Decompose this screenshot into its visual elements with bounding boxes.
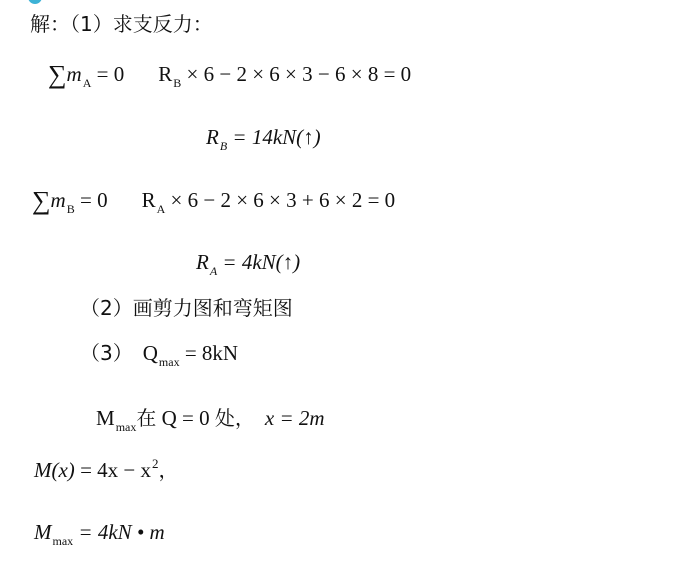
reaction-subscript: B [173, 76, 182, 90]
moment-symbol: M [34, 520, 52, 544]
sigma-symbol: ∑ [48, 60, 67, 89]
solution-label: 解： [30, 12, 70, 36]
moment-function [34, 456, 179, 482]
reaction-symbol: R [141, 188, 156, 212]
step3-line [80, 341, 239, 369]
step3-label: （3） [80, 341, 133, 365]
moment-subscript: max [52, 534, 74, 548]
step2-heading [80, 298, 293, 318]
reaction-value: = 14kN(↑) [227, 125, 321, 149]
exponent: 2 [152, 456, 159, 471]
sigma-symbol: ∑ [32, 186, 51, 215]
trailing-comma: ， [158, 458, 179, 482]
shear-symbol: Q [142, 341, 158, 365]
moment-subscript: max [115, 420, 137, 434]
moment-subscript: A [82, 76, 92, 90]
moment-symbol: m [50, 188, 66, 212]
step1-label: （1）求支反力： [70, 12, 213, 36]
max-moment-value [34, 520, 165, 548]
location-value: x = 2m [264, 406, 325, 430]
reaction-subscript: B [219, 139, 228, 153]
equation-rhs: × 6 − 2 × 6 × 3 + 6 × 2 = 0 [165, 188, 396, 212]
equation-sum-moment-a [48, 60, 412, 90]
reaction-symbol: R [196, 250, 209, 274]
text-at: 在 [136, 406, 157, 430]
step1-heading [30, 14, 213, 34]
corner-marker [28, 0, 42, 4]
result-reaction-b [206, 125, 321, 153]
shear-zero-condition: Q = 0 [156, 406, 215, 430]
moment-value: = 4kN • m [73, 520, 165, 544]
reaction-subscript: A [209, 264, 218, 278]
reaction-subscript: A [156, 202, 166, 216]
shear-subscript: max [158, 355, 180, 369]
shear-value: = 8kN [179, 341, 239, 365]
reaction-value: = 4kN(↑) [217, 250, 301, 274]
text-place: 处， [214, 406, 255, 430]
max-moment-location [96, 406, 325, 434]
equation-sum-moment-b [32, 186, 396, 216]
equals-zero: = 0 [74, 188, 108, 212]
reaction-symbol: R [206, 125, 219, 149]
moment-function-rhs: = 4x − x [74, 458, 151, 482]
moment-subscript: B [66, 202, 75, 216]
moment-symbol: m [66, 62, 82, 86]
moment-function-lhs: M(x) [34, 458, 75, 482]
equals-zero: = 0 [91, 62, 125, 86]
step2-label: （2）画剪力图和弯矩图 [80, 296, 293, 320]
moment-symbol: M [96, 406, 115, 430]
reaction-symbol: R [158, 62, 173, 86]
result-reaction-a [196, 250, 301, 278]
equation-rhs: × 6 − 2 × 6 × 3 − 6 × 8 = 0 [181, 62, 412, 86]
